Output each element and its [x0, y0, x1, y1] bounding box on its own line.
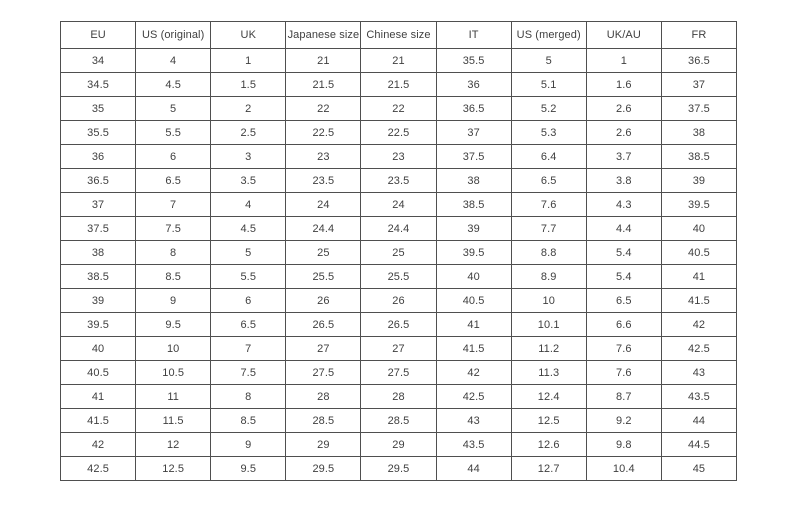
table-row [61, 289, 737, 313]
table-cell: 7.5 [211, 361, 286, 385]
table-cell: 38 [436, 169, 511, 193]
table-row [61, 217, 737, 241]
table-cell: 37.5 [661, 97, 736, 121]
table-cell: 29.5 [361, 457, 436, 481]
table-cell: 8 [136, 241, 211, 265]
header-row [61, 22, 737, 49]
table-cell: 8.5 [211, 409, 286, 433]
table-cell: 39.5 [61, 313, 136, 337]
table-cell: 23 [286, 145, 361, 169]
table-cell: 25 [286, 241, 361, 265]
table-cell: 40.5 [661, 241, 736, 265]
table-cell: 4.5 [136, 73, 211, 97]
table-cell: 42 [661, 313, 736, 337]
table-cell: 21 [286, 49, 361, 73]
table-cell: 42.5 [436, 385, 511, 409]
table-cell: 3.7 [586, 145, 661, 169]
table-cell: 9.8 [586, 433, 661, 457]
column-header-it: IT [436, 22, 511, 49]
table-cell: 40 [661, 217, 736, 241]
table-cell: 5 [511, 49, 586, 73]
table-cell: 4 [211, 193, 286, 217]
table-cell: 5.5 [211, 265, 286, 289]
table-cell: 27 [286, 337, 361, 361]
table-cell: 27.5 [286, 361, 361, 385]
table-cell: 12 [136, 433, 211, 457]
table-cell: 7.6 [586, 337, 661, 361]
table-cell: 9 [211, 433, 286, 457]
table-cell: 45 [661, 457, 736, 481]
table-cell: 5.3 [511, 121, 586, 145]
table-cell: 1 [211, 49, 286, 73]
table-cell: 8.7 [586, 385, 661, 409]
table-cell: 27 [361, 337, 436, 361]
column-header-us-original: US (original) [136, 22, 211, 49]
table-row [61, 337, 737, 361]
table-cell: 11.5 [136, 409, 211, 433]
table-cell: 36 [61, 145, 136, 169]
table-cell: 1 [586, 49, 661, 73]
table-cell: 4.4 [586, 217, 661, 241]
table-cell: 41 [61, 385, 136, 409]
table-cell: 25 [361, 241, 436, 265]
table-cell: 2.6 [586, 97, 661, 121]
table-cell: 9.5 [136, 313, 211, 337]
table-cell: 2 [211, 97, 286, 121]
table-cell: 29 [361, 433, 436, 457]
table-cell: 38.5 [661, 145, 736, 169]
table-cell: 24.4 [361, 217, 436, 241]
table-cell: 11.2 [511, 337, 586, 361]
table-cell: 5 [136, 97, 211, 121]
table-cell: 4 [136, 49, 211, 73]
table-cell: 39 [61, 289, 136, 313]
table-row [61, 457, 737, 481]
table-cell: 27.5 [361, 361, 436, 385]
table-cell: 3.8 [586, 169, 661, 193]
table-row [61, 193, 737, 217]
table-row [61, 385, 737, 409]
table-cell: 43 [661, 361, 736, 385]
table-cell: 43.5 [661, 385, 736, 409]
size-conversion-table [60, 21, 737, 481]
table-cell: 44 [661, 409, 736, 433]
table-cell: 6.5 [211, 313, 286, 337]
table-cell: 38 [61, 241, 136, 265]
table-cell: 42 [61, 433, 136, 457]
table-cell: 6 [136, 145, 211, 169]
column-header-chinese-size: Chinese size [361, 22, 436, 49]
table-cell: 38.5 [61, 265, 136, 289]
table-cell: 8.8 [511, 241, 586, 265]
table-cell: 41 [436, 313, 511, 337]
table-cell: 10 [136, 337, 211, 361]
table-cell: 21 [361, 49, 436, 73]
table-cell: 36.5 [61, 169, 136, 193]
table-cell: 12.7 [511, 457, 586, 481]
table-cell: 8 [211, 385, 286, 409]
table-cell: 26 [361, 289, 436, 313]
table-cell: 7.6 [511, 193, 586, 217]
table-cell: 34.5 [61, 73, 136, 97]
table-row [61, 433, 737, 457]
table-cell: 1.6 [586, 73, 661, 97]
size-conversion-table-container [60, 21, 737, 481]
table-cell: 9.2 [586, 409, 661, 433]
table-cell: 37 [661, 73, 736, 97]
table-cell: 40.5 [61, 361, 136, 385]
table-cell: 4.3 [586, 193, 661, 217]
table-cell: 28.5 [361, 409, 436, 433]
table-cell: 3.5 [211, 169, 286, 193]
table-cell: 7.5 [136, 217, 211, 241]
table-row [61, 265, 737, 289]
table-cell: 7.6 [586, 361, 661, 385]
table-cell: 22.5 [361, 121, 436, 145]
table-cell: 12.5 [511, 409, 586, 433]
table-cell: 37.5 [61, 217, 136, 241]
table-header [61, 22, 737, 49]
table-cell: 21.5 [361, 73, 436, 97]
table-cell: 42.5 [61, 457, 136, 481]
table-cell: 6.5 [511, 169, 586, 193]
table-cell: 23.5 [286, 169, 361, 193]
table-cell: 5.2 [511, 97, 586, 121]
table-cell: 40 [436, 265, 511, 289]
table-cell: 10 [511, 289, 586, 313]
table-cell: 22 [361, 97, 436, 121]
table-cell: 35.5 [436, 49, 511, 73]
table-cell: 5.4 [586, 241, 661, 265]
table-cell: 12.5 [136, 457, 211, 481]
table-cell: 42 [436, 361, 511, 385]
table-cell: 2.5 [211, 121, 286, 145]
table-cell: 7.7 [511, 217, 586, 241]
table-cell: 43.5 [436, 433, 511, 457]
column-header-us-merged: US (merged) [511, 22, 586, 49]
table-cell: 29 [286, 433, 361, 457]
table-cell: 40 [61, 337, 136, 361]
table-row [61, 73, 737, 97]
table-cell: 36 [436, 73, 511, 97]
table-cell: 41 [661, 265, 736, 289]
table-row [61, 241, 737, 265]
table-cell: 6.4 [511, 145, 586, 169]
table-cell: 39.5 [436, 241, 511, 265]
table-cell: 37 [61, 193, 136, 217]
table-cell: 35 [61, 97, 136, 121]
table-cell: 43 [436, 409, 511, 433]
table-cell: 24.4 [286, 217, 361, 241]
column-header-japanese-size: Japanese size [286, 22, 361, 49]
table-cell: 1.5 [211, 73, 286, 97]
table-cell: 39 [661, 169, 736, 193]
table-cell: 11.3 [511, 361, 586, 385]
table-cell: 10.5 [136, 361, 211, 385]
table-cell: 39 [436, 217, 511, 241]
table-cell: 6.6 [586, 313, 661, 337]
table-cell: 44.5 [661, 433, 736, 457]
table-cell: 41.5 [661, 289, 736, 313]
table-cell: 25.5 [286, 265, 361, 289]
table-cell: 22 [286, 97, 361, 121]
table-cell: 24 [286, 193, 361, 217]
table-cell: 34 [61, 49, 136, 73]
table-row [61, 361, 737, 385]
table-cell: 8.5 [136, 265, 211, 289]
table-cell: 25.5 [361, 265, 436, 289]
table-cell: 24 [361, 193, 436, 217]
table-cell: 38.5 [436, 193, 511, 217]
table-row [61, 145, 737, 169]
table-cell: 12.4 [511, 385, 586, 409]
column-header-fr: FR [661, 22, 736, 49]
column-header-eu: EU [61, 22, 136, 49]
table-cell: 2.6 [586, 121, 661, 145]
table-cell: 9 [136, 289, 211, 313]
table-row [61, 169, 737, 193]
table-cell: 36.5 [661, 49, 736, 73]
table-cell: 5.5 [136, 121, 211, 145]
table-cell: 26 [286, 289, 361, 313]
table-cell: 35.5 [61, 121, 136, 145]
table-cell: 7 [136, 193, 211, 217]
table-row [61, 49, 737, 73]
table-cell: 3 [211, 145, 286, 169]
table-cell: 10.1 [511, 313, 586, 337]
table-cell: 28 [286, 385, 361, 409]
table-cell: 36.5 [436, 97, 511, 121]
table-cell: 22.5 [286, 121, 361, 145]
table-cell: 26.5 [286, 313, 361, 337]
table-cell: 41.5 [436, 337, 511, 361]
table-cell: 4.5 [211, 217, 286, 241]
table-cell: 37.5 [436, 145, 511, 169]
table-cell: 6 [211, 289, 286, 313]
table-cell: 5 [211, 241, 286, 265]
table-cell: 37 [436, 121, 511, 145]
table-cell: 44 [436, 457, 511, 481]
table-cell: 21.5 [286, 73, 361, 97]
column-header-uk-au: UK/AU [586, 22, 661, 49]
table-row [61, 121, 737, 145]
column-header-uk: UK [211, 22, 286, 49]
table-cell: 26.5 [361, 313, 436, 337]
table-cell: 38 [661, 121, 736, 145]
table-cell: 28.5 [286, 409, 361, 433]
table-row [61, 313, 737, 337]
table-cell: 23.5 [361, 169, 436, 193]
table-cell: 29.5 [286, 457, 361, 481]
table-cell: 23 [361, 145, 436, 169]
table-cell: 7 [211, 337, 286, 361]
table-cell: 11 [136, 385, 211, 409]
table-row [61, 97, 737, 121]
table-cell: 12.6 [511, 433, 586, 457]
table-cell: 39.5 [661, 193, 736, 217]
table-cell: 10.4 [586, 457, 661, 481]
table-cell: 8.9 [511, 265, 586, 289]
table-cell: 40.5 [436, 289, 511, 313]
table-cell: 5.1 [511, 73, 586, 97]
table-cell: 41.5 [61, 409, 136, 433]
table-cell: 28 [361, 385, 436, 409]
table-body [61, 49, 737, 481]
table-cell: 5.4 [586, 265, 661, 289]
table-cell: 6.5 [586, 289, 661, 313]
table-row [61, 409, 737, 433]
table-cell: 9.5 [211, 457, 286, 481]
table-cell: 42.5 [661, 337, 736, 361]
table-cell: 6.5 [136, 169, 211, 193]
